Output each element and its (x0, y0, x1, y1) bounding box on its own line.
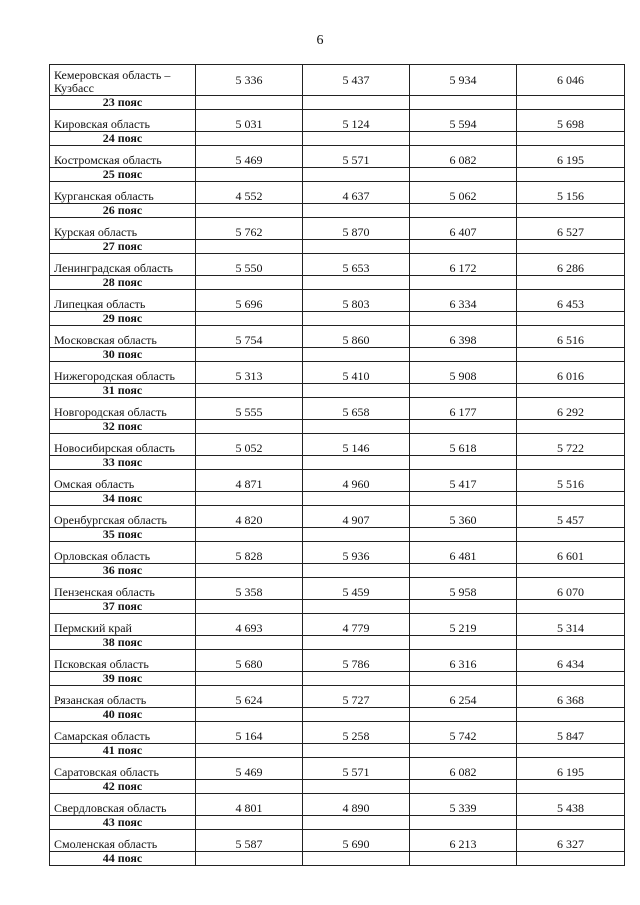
empty-cell (303, 348, 410, 362)
region-name: Нижегородская область (50, 362, 196, 384)
value-cell-2: 5 936 (303, 542, 410, 564)
value-cell-4: 6 195 (517, 758, 625, 780)
belt-row (50, 168, 625, 182)
region-name: Курская область (50, 218, 196, 240)
value-cell-2: 4 907 (303, 506, 410, 528)
value-cell-3: 5 594 (410, 110, 517, 132)
empty-cell (196, 384, 303, 398)
value-cell-2: 4 960 (303, 470, 410, 492)
table-row (50, 650, 625, 672)
empty-cell (410, 816, 517, 830)
value-cell-3: 6 398 (410, 326, 517, 348)
empty-cell (517, 132, 625, 146)
value-cell-4: 5 847 (517, 722, 625, 744)
value-cell-1: 5 469 (196, 758, 303, 780)
empty-cell (410, 744, 517, 758)
belt-label: 24 пояс (50, 132, 196, 146)
belt-label: 32 пояс (50, 420, 196, 434)
region-name: Смоленская область (50, 830, 196, 852)
value-cell-2: 5 658 (303, 398, 410, 420)
belt-row (50, 708, 625, 722)
region-name: Новосибирская область (50, 434, 196, 456)
value-cell-1: 5 587 (196, 830, 303, 852)
empty-cell (303, 312, 410, 326)
value-cell-4: 5 156 (517, 182, 625, 204)
value-cell-1: 4 693 (196, 614, 303, 636)
empty-cell (410, 132, 517, 146)
value-cell-4: 6 527 (517, 218, 625, 240)
region-name: Кировская область (50, 110, 196, 132)
empty-cell (303, 456, 410, 470)
belt-row (50, 96, 625, 110)
value-cell-2: 4 779 (303, 614, 410, 636)
belt-row (50, 744, 625, 758)
empty-cell (517, 384, 625, 398)
value-cell-4: 6 292 (517, 398, 625, 420)
belt-label: 25 пояс (50, 168, 196, 182)
region-name: Рязанская область (50, 686, 196, 708)
table-row (50, 65, 625, 96)
empty-cell (410, 384, 517, 398)
table-row (50, 326, 625, 348)
value-cell-3: 6 213 (410, 830, 517, 852)
empty-cell (517, 708, 625, 722)
belt-row (50, 240, 625, 254)
belt-row (50, 420, 625, 434)
value-cell-3: 6 316 (410, 650, 517, 672)
empty-cell (410, 564, 517, 578)
region-name: Костромская область (50, 146, 196, 168)
empty-cell (196, 852, 303, 866)
value-cell-4: 6 046 (517, 65, 625, 96)
empty-cell (517, 204, 625, 218)
belt-row (50, 132, 625, 146)
empty-cell (517, 852, 625, 866)
region-name: Ленинградская область (50, 254, 196, 276)
table-row (50, 434, 625, 456)
empty-cell (196, 816, 303, 830)
value-cell-3: 5 062 (410, 182, 517, 204)
belt-label: 38 пояс (50, 636, 196, 650)
empty-cell (303, 564, 410, 578)
region-name: Омская область (50, 470, 196, 492)
region-name: Саратовская область (50, 758, 196, 780)
belt-row (50, 492, 625, 506)
belt-label: 41 пояс (50, 744, 196, 758)
belt-label: 42 пояс (50, 780, 196, 794)
belt-label: 26 пояс (50, 204, 196, 218)
table-row (50, 758, 625, 780)
table-row (50, 182, 625, 204)
value-cell-1: 5 754 (196, 326, 303, 348)
belt-row (50, 780, 625, 794)
value-cell-2: 5 786 (303, 650, 410, 672)
value-cell-3: 6 334 (410, 290, 517, 312)
value-cell-1: 5 680 (196, 650, 303, 672)
value-cell-3: 6 172 (410, 254, 517, 276)
value-cell-1: 5 624 (196, 686, 303, 708)
value-cell-4: 6 516 (517, 326, 625, 348)
empty-cell (517, 780, 625, 794)
empty-cell (410, 312, 517, 326)
empty-cell (303, 168, 410, 182)
belt-label: 36 пояс (50, 564, 196, 578)
empty-cell (410, 672, 517, 686)
value-cell-1: 5 031 (196, 110, 303, 132)
table-row (50, 470, 625, 492)
value-cell-3: 5 742 (410, 722, 517, 744)
value-cell-2: 5 124 (303, 110, 410, 132)
value-cell-3: 6 082 (410, 758, 517, 780)
empty-cell (517, 168, 625, 182)
page-number: 6 (316, 33, 324, 48)
empty-cell (410, 780, 517, 794)
value-cell-4: 5 516 (517, 470, 625, 492)
empty-cell (303, 132, 410, 146)
value-cell-2: 5 870 (303, 218, 410, 240)
value-cell-4: 5 698 (517, 110, 625, 132)
value-cell-2: 5 860 (303, 326, 410, 348)
value-cell-3: 5 934 (410, 65, 517, 96)
empty-cell (410, 168, 517, 182)
value-cell-1: 5 555 (196, 398, 303, 420)
empty-cell (303, 672, 410, 686)
empty-cell (517, 672, 625, 686)
empty-cell (196, 744, 303, 758)
belt-label: 28 пояс (50, 276, 196, 290)
region-name: Липецкая область (50, 290, 196, 312)
empty-cell (196, 276, 303, 290)
empty-cell (517, 564, 625, 578)
value-cell-4: 6 327 (517, 830, 625, 852)
belt-label: 31 пояс (50, 384, 196, 398)
value-cell-2: 5 727 (303, 686, 410, 708)
value-cell-2: 5 459 (303, 578, 410, 600)
belt-label: 40 пояс (50, 708, 196, 722)
value-cell-3: 6 177 (410, 398, 517, 420)
table-row (50, 542, 625, 564)
belt-label: 35 пояс (50, 528, 196, 542)
table-row (50, 398, 625, 420)
table-row (50, 254, 625, 276)
empty-cell (303, 204, 410, 218)
belt-row (50, 672, 625, 686)
empty-cell (196, 528, 303, 542)
belt-row (50, 456, 625, 470)
value-cell-3: 5 339 (410, 794, 517, 816)
value-cell-1: 5 696 (196, 290, 303, 312)
belt-row (50, 564, 625, 578)
empty-cell (196, 96, 303, 110)
belt-label: 23 пояс (50, 96, 196, 110)
belt-row (50, 384, 625, 398)
empty-cell (303, 420, 410, 434)
value-cell-3: 6 254 (410, 686, 517, 708)
table-row (50, 506, 625, 528)
value-cell-1: 5 469 (196, 146, 303, 168)
empty-cell (410, 456, 517, 470)
empty-cell (196, 492, 303, 506)
empty-cell (517, 492, 625, 506)
value-cell-3: 5 360 (410, 506, 517, 528)
value-cell-2: 5 803 (303, 290, 410, 312)
value-cell-2: 4 890 (303, 794, 410, 816)
value-cell-3: 6 407 (410, 218, 517, 240)
empty-cell (303, 528, 410, 542)
empty-cell (517, 96, 625, 110)
empty-cell (410, 528, 517, 542)
belt-row (50, 528, 625, 542)
region-name: Псковская область (50, 650, 196, 672)
value-cell-1: 5 358 (196, 578, 303, 600)
empty-cell (303, 780, 410, 794)
value-cell-4: 6 368 (517, 686, 625, 708)
empty-cell (303, 240, 410, 254)
table-row (50, 290, 625, 312)
value-cell-2: 5 410 (303, 362, 410, 384)
value-cell-3: 5 908 (410, 362, 517, 384)
empty-cell (410, 96, 517, 110)
empty-cell (517, 744, 625, 758)
rates-table (49, 64, 625, 866)
table-row (50, 218, 625, 240)
region-name: Курганская область (50, 182, 196, 204)
belt-row (50, 852, 625, 866)
empty-cell (410, 600, 517, 614)
value-cell-1: 5 550 (196, 254, 303, 276)
empty-cell (410, 348, 517, 362)
region-name: Орловская область (50, 542, 196, 564)
empty-cell (410, 852, 517, 866)
empty-cell (517, 420, 625, 434)
empty-cell (196, 204, 303, 218)
table-body (50, 65, 625, 866)
value-cell-4: 5 457 (517, 506, 625, 528)
value-cell-2: 5 690 (303, 830, 410, 852)
empty-cell (303, 492, 410, 506)
empty-cell (196, 708, 303, 722)
region-name: Самарская область (50, 722, 196, 744)
empty-cell (517, 636, 625, 650)
empty-cell (303, 600, 410, 614)
value-cell-4: 6 070 (517, 578, 625, 600)
belt-label: 39 пояс (50, 672, 196, 686)
value-cell-4: 6 016 (517, 362, 625, 384)
table-row (50, 794, 625, 816)
empty-cell (517, 456, 625, 470)
empty-cell (196, 456, 303, 470)
belt-label: 37 пояс (50, 600, 196, 614)
region-name: Московская область (50, 326, 196, 348)
empty-cell (303, 852, 410, 866)
empty-cell (517, 348, 625, 362)
value-cell-2: 5 653 (303, 254, 410, 276)
belt-row (50, 204, 625, 218)
belt-label: 44 пояс (50, 852, 196, 866)
value-cell-4: 6 195 (517, 146, 625, 168)
belt-label: 33 пояс (50, 456, 196, 470)
empty-cell (517, 528, 625, 542)
value-cell-3: 5 417 (410, 470, 517, 492)
belt-row (50, 636, 625, 650)
empty-cell (517, 600, 625, 614)
value-cell-1: 4 801 (196, 794, 303, 816)
empty-cell (196, 672, 303, 686)
empty-cell (410, 276, 517, 290)
belt-row (50, 816, 625, 830)
belt-label: 34 пояс (50, 492, 196, 506)
empty-cell (303, 276, 410, 290)
value-cell-1: 5 052 (196, 434, 303, 456)
table-row (50, 578, 625, 600)
value-cell-1: 5 313 (196, 362, 303, 384)
value-cell-3: 6 082 (410, 146, 517, 168)
empty-cell (196, 780, 303, 794)
value-cell-2: 5 437 (303, 65, 410, 96)
region-name: Оренбургская область (50, 506, 196, 528)
value-cell-4: 6 601 (517, 542, 625, 564)
region-name: Пермский край (50, 614, 196, 636)
empty-cell (303, 744, 410, 758)
value-cell-1: 4 820 (196, 506, 303, 528)
empty-cell (517, 816, 625, 830)
empty-cell (303, 636, 410, 650)
value-cell-3: 6 481 (410, 542, 517, 564)
value-cell-1: 5 762 (196, 218, 303, 240)
value-cell-4: 6 286 (517, 254, 625, 276)
empty-cell (196, 564, 303, 578)
empty-cell (410, 240, 517, 254)
empty-cell (196, 240, 303, 254)
empty-cell (196, 132, 303, 146)
empty-cell (410, 420, 517, 434)
value-cell-3: 5 958 (410, 578, 517, 600)
belt-label: 30 пояс (50, 348, 196, 362)
value-cell-2: 5 258 (303, 722, 410, 744)
value-cell-2: 4 637 (303, 182, 410, 204)
empty-cell (303, 708, 410, 722)
belt-row (50, 600, 625, 614)
value-cell-4: 5 722 (517, 434, 625, 456)
region-name: Свердловская область (50, 794, 196, 816)
empty-cell (196, 600, 303, 614)
empty-cell (303, 96, 410, 110)
value-cell-1: 5 828 (196, 542, 303, 564)
table-row (50, 146, 625, 168)
table-row (50, 614, 625, 636)
value-cell-1: 4 552 (196, 182, 303, 204)
value-cell-3: 5 219 (410, 614, 517, 636)
value-cell-4: 5 438 (517, 794, 625, 816)
value-cell-4: 6 434 (517, 650, 625, 672)
empty-cell (196, 636, 303, 650)
value-cell-4: 5 314 (517, 614, 625, 636)
empty-cell (517, 276, 625, 290)
region-name: Новгородская область (50, 398, 196, 420)
empty-cell (410, 708, 517, 722)
empty-cell (410, 204, 517, 218)
table-row (50, 362, 625, 384)
empty-cell (196, 348, 303, 362)
table-row (50, 722, 625, 744)
value-cell-1: 5 164 (196, 722, 303, 744)
value-cell-1: 4 871 (196, 470, 303, 492)
region-name: Кемеровская область – Кузбасс (50, 65, 196, 96)
table-row (50, 110, 625, 132)
belt-row (50, 276, 625, 290)
belt-row (50, 312, 625, 326)
value-cell-4: 6 453 (517, 290, 625, 312)
empty-cell (196, 168, 303, 182)
empty-cell (196, 312, 303, 326)
value-cell-2: 5 571 (303, 146, 410, 168)
value-cell-3: 5 618 (410, 434, 517, 456)
belt-row (50, 348, 625, 362)
value-cell-2: 5 146 (303, 434, 410, 456)
empty-cell (196, 420, 303, 434)
empty-cell (517, 312, 625, 326)
empty-cell (410, 492, 517, 506)
belt-label: 29 пояс (50, 312, 196, 326)
table-row (50, 686, 625, 708)
value-cell-1: 5 336 (196, 65, 303, 96)
belt-label: 43 пояс (50, 816, 196, 830)
empty-cell (303, 816, 410, 830)
value-cell-2: 5 571 (303, 758, 410, 780)
empty-cell (303, 384, 410, 398)
belt-label: 27 пояс (50, 240, 196, 254)
table-row (50, 830, 625, 852)
empty-cell (410, 636, 517, 650)
empty-cell (517, 240, 625, 254)
region-name: Пензенская область (50, 578, 196, 600)
